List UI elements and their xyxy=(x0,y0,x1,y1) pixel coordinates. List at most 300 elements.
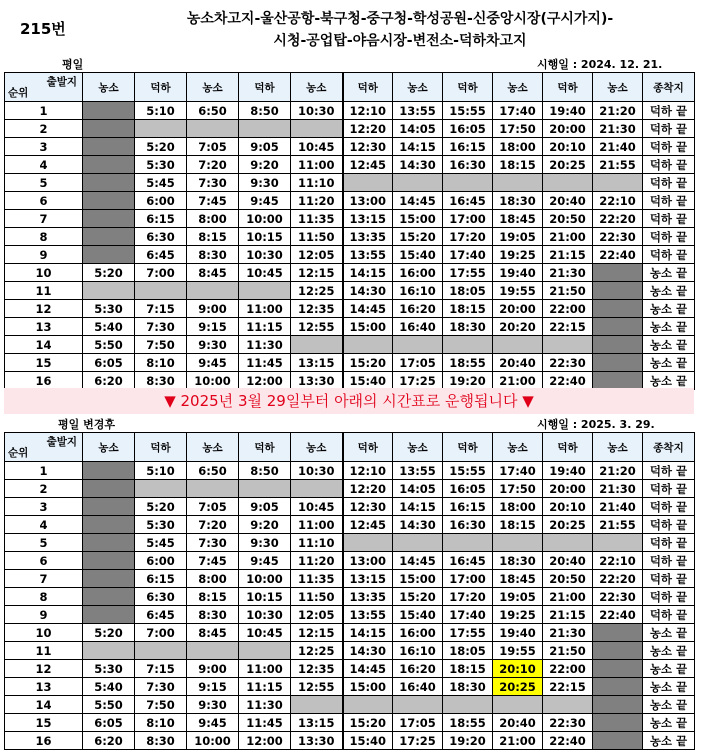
no-service-cell xyxy=(83,570,135,588)
header-corner-origin: 출발지 xyxy=(46,436,77,448)
row-number: 12 xyxy=(5,300,83,318)
time-cell: 8:15 xyxy=(187,588,239,606)
time-cell: 18:15 xyxy=(443,300,493,318)
time-cell: 6:00 xyxy=(135,552,187,570)
time-cell: 20:00 xyxy=(543,480,593,498)
table-row xyxy=(5,210,695,228)
no-service-cell xyxy=(83,588,135,606)
time-cell: 18:30 xyxy=(443,678,493,696)
row-number: 7 xyxy=(5,210,83,228)
empty-cell xyxy=(593,174,643,192)
column-header: 농소 xyxy=(593,73,643,102)
time-cell: 6:45 xyxy=(135,606,187,624)
time-cell: 11:00 xyxy=(239,300,291,318)
header-corner-order: 순위 xyxy=(8,87,29,99)
table-row xyxy=(5,480,695,498)
empty-cell xyxy=(343,336,393,354)
column-header: 농소 xyxy=(187,73,239,102)
time-cell: 8:50 xyxy=(239,102,291,120)
time-cell: 19:55 xyxy=(493,282,543,300)
time-cell: 11:35 xyxy=(291,210,343,228)
time-cell: 7:05 xyxy=(187,498,239,516)
time-cell: 18:05 xyxy=(443,642,493,660)
time-cell: 21:40 xyxy=(593,498,643,516)
time-cell: 21:55 xyxy=(593,516,643,534)
time-cell: 18:15 xyxy=(493,156,543,174)
time-cell: 16:45 xyxy=(443,192,493,210)
table-row xyxy=(5,570,695,588)
time-cell: 19:20 xyxy=(443,732,493,750)
time-cell: 14:30 xyxy=(393,156,443,174)
no-service-cell xyxy=(83,516,135,534)
time-cell: 15:20 xyxy=(393,228,443,246)
table-row xyxy=(5,552,695,570)
destination-cell: 덕하 끝 xyxy=(643,228,695,246)
time-cell: 6:15 xyxy=(135,210,187,228)
time-cell: 8:50 xyxy=(239,462,291,480)
table-row xyxy=(5,102,695,120)
destination-cell: 덕하 끝 xyxy=(643,498,695,516)
time-cell: 11:30 xyxy=(239,336,291,354)
time-cell: 22:15 xyxy=(543,318,593,336)
time-cell: 10:30 xyxy=(291,462,343,480)
destination-cell: 덕하 끝 xyxy=(643,606,695,624)
column-header: 농소 xyxy=(493,73,543,102)
time-cell: 7:30 xyxy=(187,174,239,192)
time-cell: 22:30 xyxy=(543,354,593,372)
row-number: 9 xyxy=(5,246,83,264)
empty-cell xyxy=(239,120,291,138)
time-cell: 12:10 xyxy=(343,462,393,480)
time-cell: 16:15 xyxy=(443,138,493,156)
time-cell: 9:30 xyxy=(187,696,239,714)
empty-cell xyxy=(543,174,593,192)
empty-cell xyxy=(135,282,187,300)
time-cell: 10:45 xyxy=(239,264,291,282)
no-service-cell xyxy=(593,732,643,750)
time-cell: 17:55 xyxy=(443,264,493,282)
row-number: 1 xyxy=(5,462,83,480)
time-cell: 13:55 xyxy=(393,102,443,120)
time-cell: 7:15 xyxy=(135,300,187,318)
no-service-cell xyxy=(83,480,135,498)
time-cell: 8:10 xyxy=(135,714,187,732)
time-cell: 15:20 xyxy=(343,714,393,732)
time-cell: 10:15 xyxy=(239,588,291,606)
table-row xyxy=(5,642,695,660)
destination-cell: 덕하 끝 xyxy=(643,156,695,174)
table-row xyxy=(5,606,695,624)
time-cell: 18:45 xyxy=(493,570,543,588)
time-cell: 8:30 xyxy=(135,372,187,390)
table-row xyxy=(5,660,695,678)
time-cell: 13:15 xyxy=(291,714,343,732)
time-cell: 17:20 xyxy=(443,228,493,246)
empty-cell xyxy=(187,120,239,138)
empty-cell xyxy=(543,336,593,354)
time-cell: 20:40 xyxy=(493,714,543,732)
time-cell: 6:20 xyxy=(83,732,135,750)
row-number: 11 xyxy=(5,642,83,660)
time-cell: 5:45 xyxy=(135,174,187,192)
time-cell: 10:30 xyxy=(239,246,291,264)
time-cell: 11:00 xyxy=(291,156,343,174)
destination-cell: 농소 끝 xyxy=(643,300,695,318)
time-cell: 13:55 xyxy=(343,606,393,624)
time-cell: 13:15 xyxy=(343,210,393,228)
empty-cell xyxy=(393,534,443,552)
time-cell: 5:20 xyxy=(83,624,135,642)
time-cell: 18:55 xyxy=(443,354,493,372)
empty-cell xyxy=(291,336,343,354)
time-cell: 11:15 xyxy=(239,678,291,696)
time-cell: 18:45 xyxy=(493,210,543,228)
time-cell: 8:00 xyxy=(187,570,239,588)
time-cell: 16:20 xyxy=(393,300,443,318)
time-cell: 22:40 xyxy=(593,246,643,264)
table-row xyxy=(5,534,695,552)
time-cell: 9:30 xyxy=(187,336,239,354)
empty-cell xyxy=(135,480,187,498)
time-cell: 6:50 xyxy=(187,102,239,120)
column-header: 덕하 xyxy=(343,433,393,462)
row-number: 16 xyxy=(5,372,83,390)
time-cell: 14:45 xyxy=(343,300,393,318)
time-cell: 8:45 xyxy=(187,624,239,642)
row-number: 5 xyxy=(5,534,83,552)
destination-cell: 농소 끝 xyxy=(643,264,695,282)
time-cell: 12:25 xyxy=(291,642,343,660)
effective-date: 시행일 : 2025. 3. 29. xyxy=(537,418,655,431)
time-cell: 7:00 xyxy=(135,624,187,642)
time-cell: 17:50 xyxy=(493,480,543,498)
time-cell: 8:10 xyxy=(135,354,187,372)
time-cell: 16:00 xyxy=(393,624,443,642)
row-number: 14 xyxy=(5,336,83,354)
time-cell: 22:40 xyxy=(543,732,593,750)
time-cell: 22:00 xyxy=(543,300,593,318)
destination-cell: 농소 끝 xyxy=(643,318,695,336)
effective-date: 시행일 : 2024. 12. 21. xyxy=(537,58,663,71)
time-cell: 5:30 xyxy=(83,660,135,678)
time-cell: 22:30 xyxy=(593,228,643,246)
empty-cell xyxy=(239,282,291,300)
destination-cell: 덕하 끝 xyxy=(643,516,695,534)
time-cell: 5:30 xyxy=(83,300,135,318)
empty-cell xyxy=(135,120,187,138)
column-header: 농소 xyxy=(83,73,135,102)
time-cell: 12:35 xyxy=(291,660,343,678)
time-cell: 10:45 xyxy=(239,624,291,642)
time-cell: 17:25 xyxy=(393,372,443,390)
time-cell: 5:20 xyxy=(135,498,187,516)
table-row xyxy=(5,354,695,372)
time-cell: 20:25 xyxy=(543,516,593,534)
time-cell: 12:35 xyxy=(291,300,343,318)
empty-cell xyxy=(343,696,393,714)
empty-cell xyxy=(443,696,493,714)
destination-cell: 농소 끝 xyxy=(643,642,695,660)
empty-cell xyxy=(493,696,543,714)
column-header: 농소 xyxy=(291,433,343,462)
no-service-cell xyxy=(83,102,135,120)
row-number: 4 xyxy=(5,156,83,174)
time-cell: 22:20 xyxy=(593,570,643,588)
time-cell: 8:15 xyxy=(187,228,239,246)
table-row xyxy=(5,372,695,390)
time-cell: 13:30 xyxy=(291,732,343,750)
time-cell: 19:05 xyxy=(493,588,543,606)
time-cell: 20:00 xyxy=(493,300,543,318)
time-cell: 16:00 xyxy=(393,264,443,282)
time-cell: 13:00 xyxy=(343,552,393,570)
no-service-cell xyxy=(83,462,135,480)
time-cell: 21:55 xyxy=(593,156,643,174)
time-cell: 17:05 xyxy=(393,354,443,372)
time-cell: 18:30 xyxy=(493,552,543,570)
time-cell: 13:35 xyxy=(343,588,393,606)
empty-cell xyxy=(291,696,343,714)
time-cell: 6:30 xyxy=(135,228,187,246)
empty-cell xyxy=(187,282,239,300)
time-cell: 6:20 xyxy=(83,372,135,390)
time-cell: 16:05 xyxy=(443,120,493,138)
destination-cell: 덕하 끝 xyxy=(643,480,695,498)
header-row xyxy=(5,433,695,462)
time-cell: 12:25 xyxy=(291,282,343,300)
row-number: 12 xyxy=(5,660,83,678)
row-number: 6 xyxy=(5,192,83,210)
destination-cell: 농소 끝 xyxy=(643,678,695,696)
row-number: 4 xyxy=(5,516,83,534)
time-cell: 12:55 xyxy=(291,678,343,696)
time-cell: 12:45 xyxy=(343,516,393,534)
column-header: 덕하 xyxy=(239,433,291,462)
empty-cell xyxy=(493,174,543,192)
time-cell: 15:40 xyxy=(343,372,393,390)
row-number: 14 xyxy=(5,696,83,714)
time-cell: 12:20 xyxy=(343,120,393,138)
time-cell: 14:15 xyxy=(343,264,393,282)
row-number: 15 xyxy=(5,714,83,732)
table-row xyxy=(5,300,695,318)
empty-cell xyxy=(135,642,187,660)
time-cell: 5:10 xyxy=(135,102,187,120)
destination-cell: 덕하 끝 xyxy=(643,588,695,606)
time-cell: 18:30 xyxy=(443,318,493,336)
time-cell: 17:40 xyxy=(493,462,543,480)
timetable-label: 평일 xyxy=(62,58,84,71)
time-cell: 17:40 xyxy=(443,246,493,264)
time-cell: 16:30 xyxy=(443,516,493,534)
destination-cell: 덕하 끝 xyxy=(643,210,695,228)
row-number: 2 xyxy=(5,120,83,138)
time-cell: 7:30 xyxy=(135,318,187,336)
column-header: 종착지 xyxy=(643,433,695,462)
empty-cell xyxy=(493,534,543,552)
table-row xyxy=(5,678,695,696)
empty-cell xyxy=(393,696,443,714)
time-cell: 6:50 xyxy=(187,462,239,480)
time-cell: 14:30 xyxy=(343,282,393,300)
time-cell: 15:40 xyxy=(343,732,393,750)
time-cell: 9:45 xyxy=(187,354,239,372)
destination-cell: 덕하 끝 xyxy=(643,552,695,570)
empty-cell xyxy=(239,480,291,498)
destination-cell: 덕하 끝 xyxy=(643,120,695,138)
time-cell: 11:50 xyxy=(291,228,343,246)
time-cell: 21:00 xyxy=(543,588,593,606)
empty-cell xyxy=(393,336,443,354)
empty-cell xyxy=(83,642,135,660)
destination-cell: 농소 끝 xyxy=(643,660,695,678)
time-cell: 18:00 xyxy=(493,138,543,156)
empty-cell xyxy=(443,534,493,552)
time-cell: 22:40 xyxy=(543,372,593,390)
changed-time-cell: 20:25 xyxy=(493,678,543,696)
time-cell: 21:00 xyxy=(493,372,543,390)
time-cell: 15:00 xyxy=(343,318,393,336)
no-service-cell xyxy=(593,642,643,660)
time-cell: 22:30 xyxy=(593,588,643,606)
no-service-cell xyxy=(83,192,135,210)
time-cell: 10:30 xyxy=(239,606,291,624)
timetable xyxy=(4,72,695,390)
time-cell: 16:05 xyxy=(443,480,493,498)
column-header: 덕하 xyxy=(543,433,593,462)
time-cell: 7:20 xyxy=(187,516,239,534)
header-corner-origin: 출발지 xyxy=(46,76,77,88)
time-cell: 7:50 xyxy=(135,696,187,714)
time-cell: 10:30 xyxy=(291,102,343,120)
time-cell: 9:05 xyxy=(239,138,291,156)
row-number: 5 xyxy=(5,174,83,192)
column-header: 종착지 xyxy=(643,73,695,102)
no-service-cell xyxy=(83,552,135,570)
column-header: 농소 xyxy=(187,433,239,462)
table-row xyxy=(5,498,695,516)
time-cell: 20:40 xyxy=(543,552,593,570)
no-service-cell xyxy=(593,264,643,282)
header-corner xyxy=(5,73,83,102)
time-cell: 13:00 xyxy=(343,192,393,210)
time-cell: 20:50 xyxy=(543,570,593,588)
table-row xyxy=(5,588,695,606)
time-cell: 8:45 xyxy=(187,264,239,282)
time-cell: 18:30 xyxy=(493,192,543,210)
empty-cell xyxy=(291,120,343,138)
time-cell: 20:10 xyxy=(543,498,593,516)
time-cell: 17:00 xyxy=(443,210,493,228)
column-header: 덕하 xyxy=(443,433,493,462)
no-service-cell xyxy=(83,498,135,516)
time-cell: 5:40 xyxy=(83,678,135,696)
destination-cell: 덕하 끝 xyxy=(643,138,695,156)
time-cell: 21:30 xyxy=(543,624,593,642)
time-cell: 11:20 xyxy=(291,552,343,570)
time-cell: 9:30 xyxy=(239,174,291,192)
time-cell: 16:15 xyxy=(443,498,493,516)
no-service-cell xyxy=(593,318,643,336)
time-cell: 16:45 xyxy=(443,552,493,570)
time-cell: 19:25 xyxy=(493,246,543,264)
time-cell: 17:40 xyxy=(493,102,543,120)
table-row xyxy=(5,462,695,480)
time-cell: 6:45 xyxy=(135,246,187,264)
time-cell: 16:40 xyxy=(393,678,443,696)
time-cell: 7:00 xyxy=(135,264,187,282)
destination-cell: 덕하 끝 xyxy=(643,534,695,552)
table-row xyxy=(5,174,695,192)
time-cell: 22:15 xyxy=(543,678,593,696)
time-cell: 7:20 xyxy=(187,156,239,174)
time-cell: 15:00 xyxy=(343,678,393,696)
row-number: 10 xyxy=(5,264,83,282)
no-service-cell xyxy=(593,354,643,372)
time-cell: 14:30 xyxy=(343,642,393,660)
time-cell: 13:15 xyxy=(343,570,393,588)
table-row xyxy=(5,696,695,714)
time-cell: 5:50 xyxy=(83,696,135,714)
table-row xyxy=(5,156,695,174)
row-number: 15 xyxy=(5,354,83,372)
time-cell: 20:40 xyxy=(493,354,543,372)
table-row xyxy=(5,246,695,264)
table-row xyxy=(5,516,695,534)
time-cell: 11:20 xyxy=(291,192,343,210)
row-number: 2 xyxy=(5,480,83,498)
time-cell: 18:15 xyxy=(493,516,543,534)
timetable xyxy=(4,432,695,750)
time-cell: 5:20 xyxy=(83,264,135,282)
no-service-cell xyxy=(83,606,135,624)
no-service-cell xyxy=(593,678,643,696)
destination-cell: 농소 끝 xyxy=(643,282,695,300)
row-number: 13 xyxy=(5,318,83,336)
column-header: 덕하 xyxy=(343,73,393,102)
time-cell: 21:00 xyxy=(493,732,543,750)
no-service-cell xyxy=(83,246,135,264)
empty-cell xyxy=(343,174,393,192)
time-cell: 7:50 xyxy=(135,336,187,354)
time-cell: 21:20 xyxy=(593,102,643,120)
table-row xyxy=(5,138,695,156)
time-cell: 6:15 xyxy=(135,570,187,588)
time-cell: 17:00 xyxy=(443,570,493,588)
time-cell: 15:40 xyxy=(393,606,443,624)
table-row xyxy=(5,282,695,300)
table-row xyxy=(5,228,695,246)
time-cell: 7:15 xyxy=(135,660,187,678)
empty-cell xyxy=(187,642,239,660)
row-number: 11 xyxy=(5,282,83,300)
column-header: 농소 xyxy=(593,433,643,462)
time-cell: 11:50 xyxy=(291,588,343,606)
time-cell: 21:15 xyxy=(543,606,593,624)
table-row xyxy=(5,318,695,336)
destination-cell: 덕하 끝 xyxy=(643,246,695,264)
time-cell: 14:45 xyxy=(393,552,443,570)
destination-cell: 덕하 끝 xyxy=(643,174,695,192)
time-cell: 12:30 xyxy=(343,498,393,516)
time-cell: 17:20 xyxy=(443,588,493,606)
time-cell: 21:30 xyxy=(593,480,643,498)
time-cell: 10:45 xyxy=(291,498,343,516)
time-cell: 22:10 xyxy=(593,192,643,210)
row-number: 10 xyxy=(5,624,83,642)
time-cell: 18:05 xyxy=(443,282,493,300)
no-service-cell xyxy=(83,228,135,246)
